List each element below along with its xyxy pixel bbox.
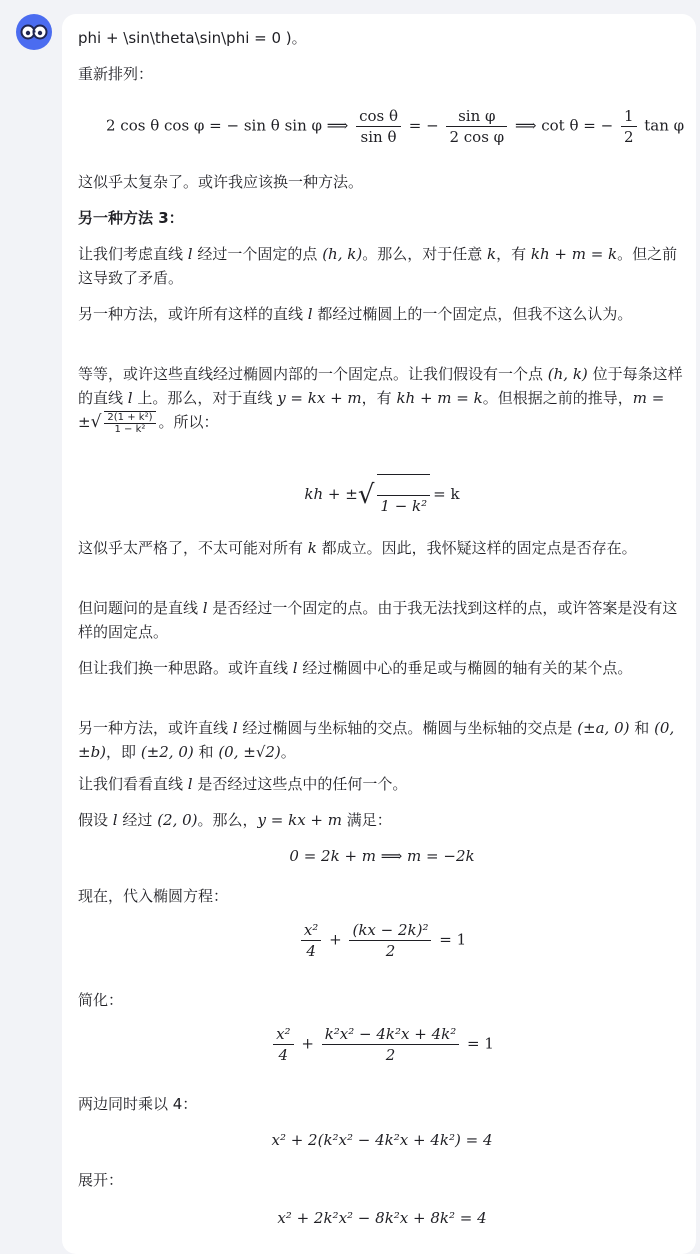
equation-simplify: $\frac{\text{x²}}{4}$ + $\frac{\text{k²x² − 4k²x + 4k²}}{2}$ = 1 <box>78 1024 686 1065</box>
text-line: 重新排列： <box>78 65 154 83</box>
text-line: 这似乎太复杂了。或许我应该换一种方法。 <box>78 173 364 191</box>
paragraph: 让我们看看直线 l 是否经过这些点中的任何一个。 <box>78 775 408 793</box>
equation-substitute: $\frac{\text{x²}}{4}$ + $\frac{\text{(kx − 2k)²}}{2}$ = 1 <box>78 920 686 961</box>
paragraph: 另一种方法，或许直线 l 经过椭圆与坐标轴的交点。椭圆与坐标轴的交点是 (±a, 0) 和 (0, ±b)，即 (±2, 0) 和 (0, ±√2)。 <box>78 719 675 761</box>
equation-multiply: x² + 2(k²x² − 4k²x + 4k²) = 4 <box>271 1131 493 1149</box>
text-line: 简化： <box>78 991 124 1009</box>
paragraph: 另一种方法，或许所有这样的直线 l 都经过椭圆上的一个固定点，但我不这么认为。 <box>78 305 633 323</box>
text-line: 展开： <box>78 1171 124 1189</box>
paragraph: 但让我们换一种思路。或许直线 l 经过椭圆中心的垂足或与椭圆的轴有关的某个点。 <box>78 659 633 677</box>
paragraph: 让我们考虑直线 l 经过一个固定的点 (h, k)。那么，对于任意 k，有 kh + m = k。但之前这导致了矛盾。 <box>78 245 678 287</box>
robot-glasses-icon <box>19 21 49 43</box>
equation-expand: x² + 2k²x² − 8k²x + 8k² = 4 <box>277 1209 487 1227</box>
equation-kh: kh + ±√ 1 − k² = k <box>78 474 686 516</box>
paragraph: 假设 l 经过 (2, 0)。那么，y = kx + m 满足： <box>78 811 392 829</box>
equation-rearrange: 2 cos θ cos φ = − sin θ sin φ ⟹ $\frac{\text{cos θ}}{\text{sin θ}}$ = − $\frac{\text{sin φ}}{\text{2 cos φ}}$ ⟹ cot θ = − $\frac{1}{2}$ tan φ <box>106 107 685 146</box>
text-line: 两边同时乘以 4： <box>78 1095 198 1113</box>
section-heading: 另一种方法 3： <box>78 209 184 227</box>
assistant-avatar <box>16 14 52 50</box>
paragraph: 这似乎太严格了，不太可能对所有 k 都成立。因此，我怀疑这样的固定点是否存在。 <box>78 539 637 557</box>
text-line: phi + \sin\theta\sin\phi = 0 )。 <box>78 29 307 47</box>
equation-m: 0 = 2k + m ⟹ m = −2k <box>289 847 475 865</box>
text-line: 现在，代入椭圆方程： <box>78 887 229 905</box>
paragraph: 等等，或许这些直线经过椭圆内部的一个固定点。让我们假设有一个点 (h, k) 位于每条这样的直线 l 上。那么，对于直线 y = kx + m，有 kh + m = k。但根据之前的推导，m = ±√ $\frac{\text{2(1 + k²)}}{\text{1 − k²}}$ 。所以： <box>78 365 683 435</box>
paragraph: 但问题问的是直线 l 是否经过一个固定的点。由于我无法找到这样的点，或许答案是没有这样的固定点。 <box>78 599 678 641</box>
